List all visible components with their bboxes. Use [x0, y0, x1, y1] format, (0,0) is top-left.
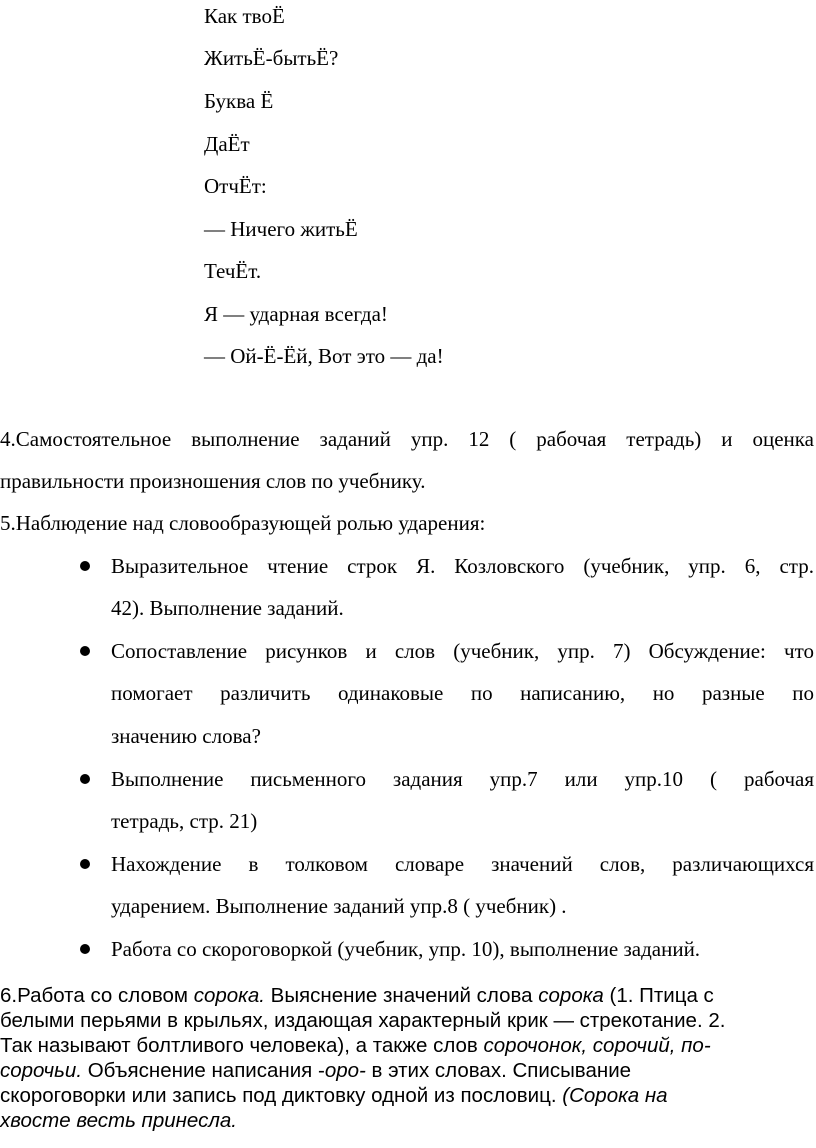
poem-line-3: Буква Ё [204, 89, 274, 113]
item-4-line-2: правильности произношения слов по учебнику. [0, 469, 426, 493]
item-6-text: Объяснение написания - [82, 1059, 325, 1082]
item-6-line-4 [0, 1059, 631, 1083]
poem-line-6: — Ничего житьЁ [204, 217, 358, 241]
item-6-italic-word: сорочьи. [0, 1059, 83, 1082]
bullet-icon [80, 774, 90, 784]
list-item-line: значению слова? [111, 724, 261, 748]
item-6-line-6: хвосте весть принесла. [0, 1109, 237, 1132]
item-6-line-5 [0, 1084, 668, 1108]
bullet-icon [80, 646, 90, 656]
list-item-line: Работа со скороговоркой (учебник, упр. 10), выполнение заданий. [111, 937, 701, 961]
list-item-line: 42). Выполнение заданий. [111, 596, 344, 620]
bullet-icon [80, 859, 90, 869]
list-item-line: Выполнение письменного задания упр.7 или упр.10 ( рабочая [111, 767, 814, 791]
item-6-line-1 [0, 984, 714, 1008]
poem-line-9: — Ой-Ё-Ёй, Вот это — да! [204, 344, 444, 368]
item-6-italic-word: сорока. [193, 984, 265, 1007]
item-4-line-1: 4.Самостоятельное выполнение заданий упр. 12 ( рабочая тетрадь) и оценка [0, 427, 814, 451]
item-6-italic-word: (Сорока на [562, 1084, 668, 1107]
item-6-line-3 [0, 1034, 711, 1058]
list-item-line: помогает различить одинаковые по написанию, но разные по [111, 681, 814, 705]
bullet-icon [80, 944, 90, 954]
list-item-line: Выразительное чтение строк Я. Козловского (учебник, упр. 6, стр. [111, 554, 814, 578]
item-6-text: Выяснение значений слова [264, 984, 539, 1007]
poem-line-1: Как твоЁ [204, 4, 285, 28]
poem-line-5: ОтчЁт: [204, 174, 267, 198]
item-6-italic-word: оро- [324, 1059, 366, 1082]
item-6-text: в этих словах. Списывание [365, 1059, 632, 1082]
poem-line-2: ЖитьЁ-бытьЁ? [204, 46, 339, 70]
item-6-text: 6.Работа со словом [0, 984, 194, 1007]
item-6-text: Так называют болтливого человека), а также слов [0, 1034, 484, 1057]
item-6-text: скороговорки или запись под диктовку одной из пословиц. [0, 1084, 563, 1107]
list-item-line: Сопоставление рисунков и слов (учебник, упр. 7) Обсуждение: что [111, 639, 814, 663]
item-6-italic-word: сорочонок, сорочий, по- [483, 1034, 711, 1057]
item-6-italic-word: сорока [538, 984, 604, 1007]
poem-line-8: Я — ударная всегда! [204, 302, 388, 326]
poem-line-4: ДаЁт [204, 132, 250, 156]
bullet-icon [80, 561, 90, 571]
item-5-title: 5.Наблюдение над словообразующей ролью ударения: [0, 511, 486, 535]
item-6-line-2: белыми перьями в крыльях, издающая характерный крик — стрекотание. 2. [0, 1009, 726, 1032]
poem-line-7: ТечЁт. [204, 259, 262, 283]
list-item-line: Нахождение в толковом словаре значений слов, различающихся [111, 852, 814, 876]
list-item-line: тетрадь, стр. 21) [111, 809, 258, 833]
item-6-text: (1. Птица с [603, 984, 714, 1007]
list-item-line: ударением. Выполнение заданий упр.8 ( учебник) . [111, 894, 567, 918]
